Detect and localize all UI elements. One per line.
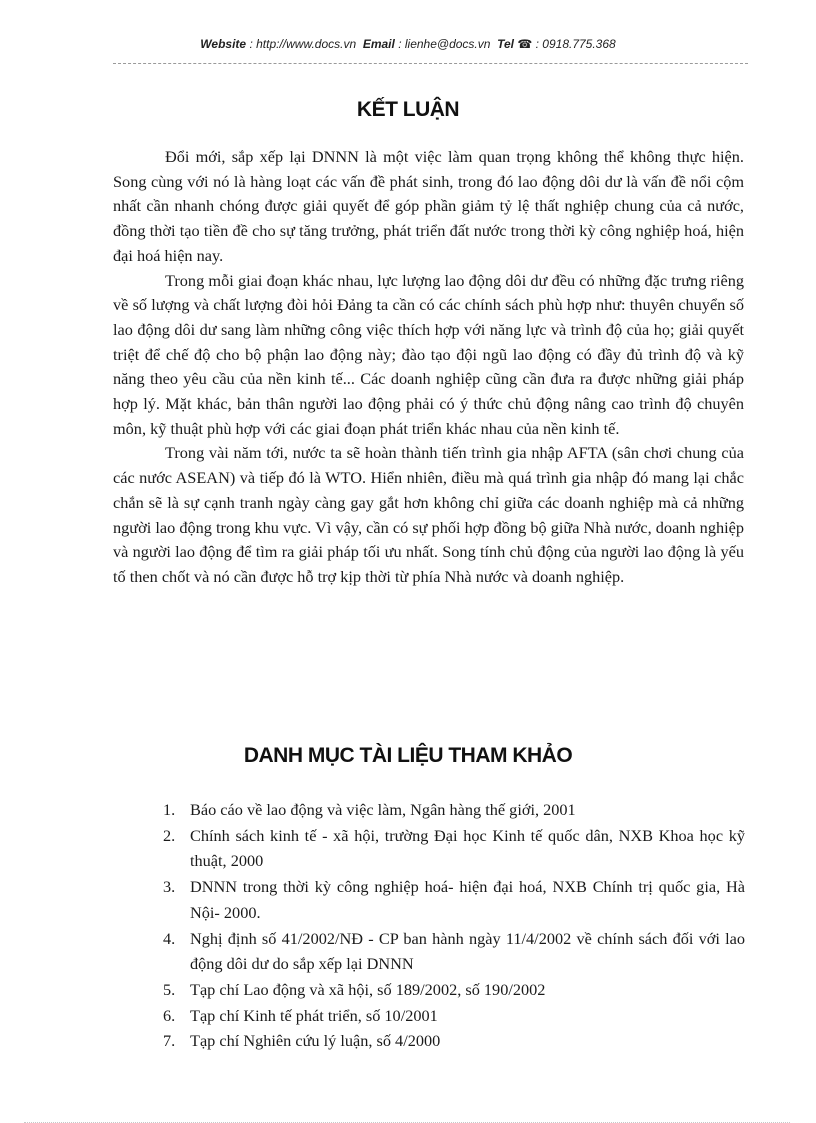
reference-number: 5. <box>163 979 176 999</box>
reference-text: Chính sách kinh tế - xã hội, trường Đại học Kinh tế quốc dân, NXB Khoa học kỹ thuật, 2000 <box>190 825 745 871</box>
reference-number: 3. <box>163 877 176 897</box>
reference-number: 6. <box>163 1005 176 1025</box>
website-url[interactable]: : http://www.docs.vn <box>249 37 357 51</box>
reference-number: 2. <box>163 825 176 845</box>
reference-text: Nghị định số 41/2002/NĐ - CP ban hành ngày 11/4/2002 về chính sách đối với lao động dôi dư do sắp xếp lại DNNN <box>190 928 745 974</box>
reference-text: Tạp chí Lao động và xã hội, số 189/2002, số 190/2002 <box>190 979 546 999</box>
email-label: Email <box>362 37 395 51</box>
reference-text: DNNN trong thời kỳ công nghiệp hoá- hiện đại hoá, NXB Chính trị quốc gia, Hà Nội- 2000. <box>190 877 745 922</box>
conclusion-title: KẾT LUẬN <box>356 98 460 121</box>
reference-number: 4. <box>163 928 176 948</box>
reference-number: 7. <box>163 1031 176 1051</box>
reference-text: Tạp chí Nghiên cứu lý luận, số 4/2000 <box>190 1031 441 1051</box>
reference-item <box>163 797 745 823</box>
references-list <box>163 797 745 1054</box>
reference-number: 1. <box>163 800 176 819</box>
website-label: Website <box>200 37 247 51</box>
reference-item <box>163 1028 745 1054</box>
conclusion-paragraph: Trong vài năm tới, nước ta sẽ hoàn thành tiến trình gia nhập AFTA (sân chơi chung của các nước ASEAN) và tiếp đó là WTO. Hiển nhiên, điều mà quá trình gia nhập đó mang lại chắc chắn sẽ là sự cạnh tranh ngày càng gay gắt hơn không chỉ giữa các doanh nghiệp mà cả những người lao động trong khu vực. Vì vậy, cần có sự phối hợp đồng bộ giữa Nhà nước, doanh nghiệp và người lao động để tìm ra giải pháp tối ưu nhất. Song tính chủ động của người lao động là yếu tố then chốt và nó cần được hỗ trợ kịp thời từ phía Nhà nước và doanh nghiệp. <box>113 443 744 586</box>
reference-text: Tạp chí Kinh tế phát triển, số 10/2001 <box>190 1005 438 1025</box>
references-title: DANH MỤC TÀI LIỆU THAM KHẢO <box>243 744 573 767</box>
page-header <box>0 37 816 51</box>
reference-item <box>163 823 745 874</box>
reference-item <box>163 1003 745 1029</box>
reference-text: Báo cáo về lao động và việc làm, Ngân hàng thế giới, 2001 <box>190 800 576 819</box>
tel-number: ☎ : 0918.775.368 <box>517 37 616 51</box>
tel-label: Tel <box>497 37 514 51</box>
conclusion-paragraph: Trong mỗi giai đoạn khác nhau, lực lượng lao động dôi dư đều có những đặc trưng riêng về số lượng và chất lượng đòi hỏi Đảng ta cần có các chính sách phù hợp như: thuyên chuyển số lao động dôi dư sang làm những công việc thích hợp với năng lực và trình độ của họ; giải quyết triệt để chế độ cho bộ phận lao động này; đào tạo đội ngũ lao động có đầy đủ trình độ và kỹ năng theo yêu cầu của nền kinh tế... Các doanh nghiệp cũng cần đưa ra được những giải pháp hợp lý. Mặt khác, bản thân người lao động phải có ý thức chủ động nâng cao trình độ chuyên môn, kỹ thuật phù hợp với các giai đoạn phát triển khác nhau của nền kinh tế. <box>113 270 744 438</box>
header-divider <box>113 63 748 64</box>
reference-item <box>163 977 745 1003</box>
email-address[interactable]: : lienhe@docs.vn <box>398 37 491 51</box>
reference-item <box>163 926 745 977</box>
conclusion-paragraph: Đổi mới, sắp xếp lại DNNN là một việc làm quan trọng không thể không thực hiện. Song cùng với nó là hàng loạt các vấn đề phát sinh, trong đó lao động dôi dư là vấn đề nổi cộm nhất cần nhanh chóng được giải quyết để góp phần giảm tỷ lệ thất nghiệp chung của cả nước, đồng thời tạo tiền đề cho sự tăng trưởng, phát triển đất nước trong thời kỳ công nghiệp hoá, hiện đại hoá hiện nay. <box>113 147 744 265</box>
reference-item <box>163 874 745 925</box>
conclusion-body <box>113 145 744 590</box>
